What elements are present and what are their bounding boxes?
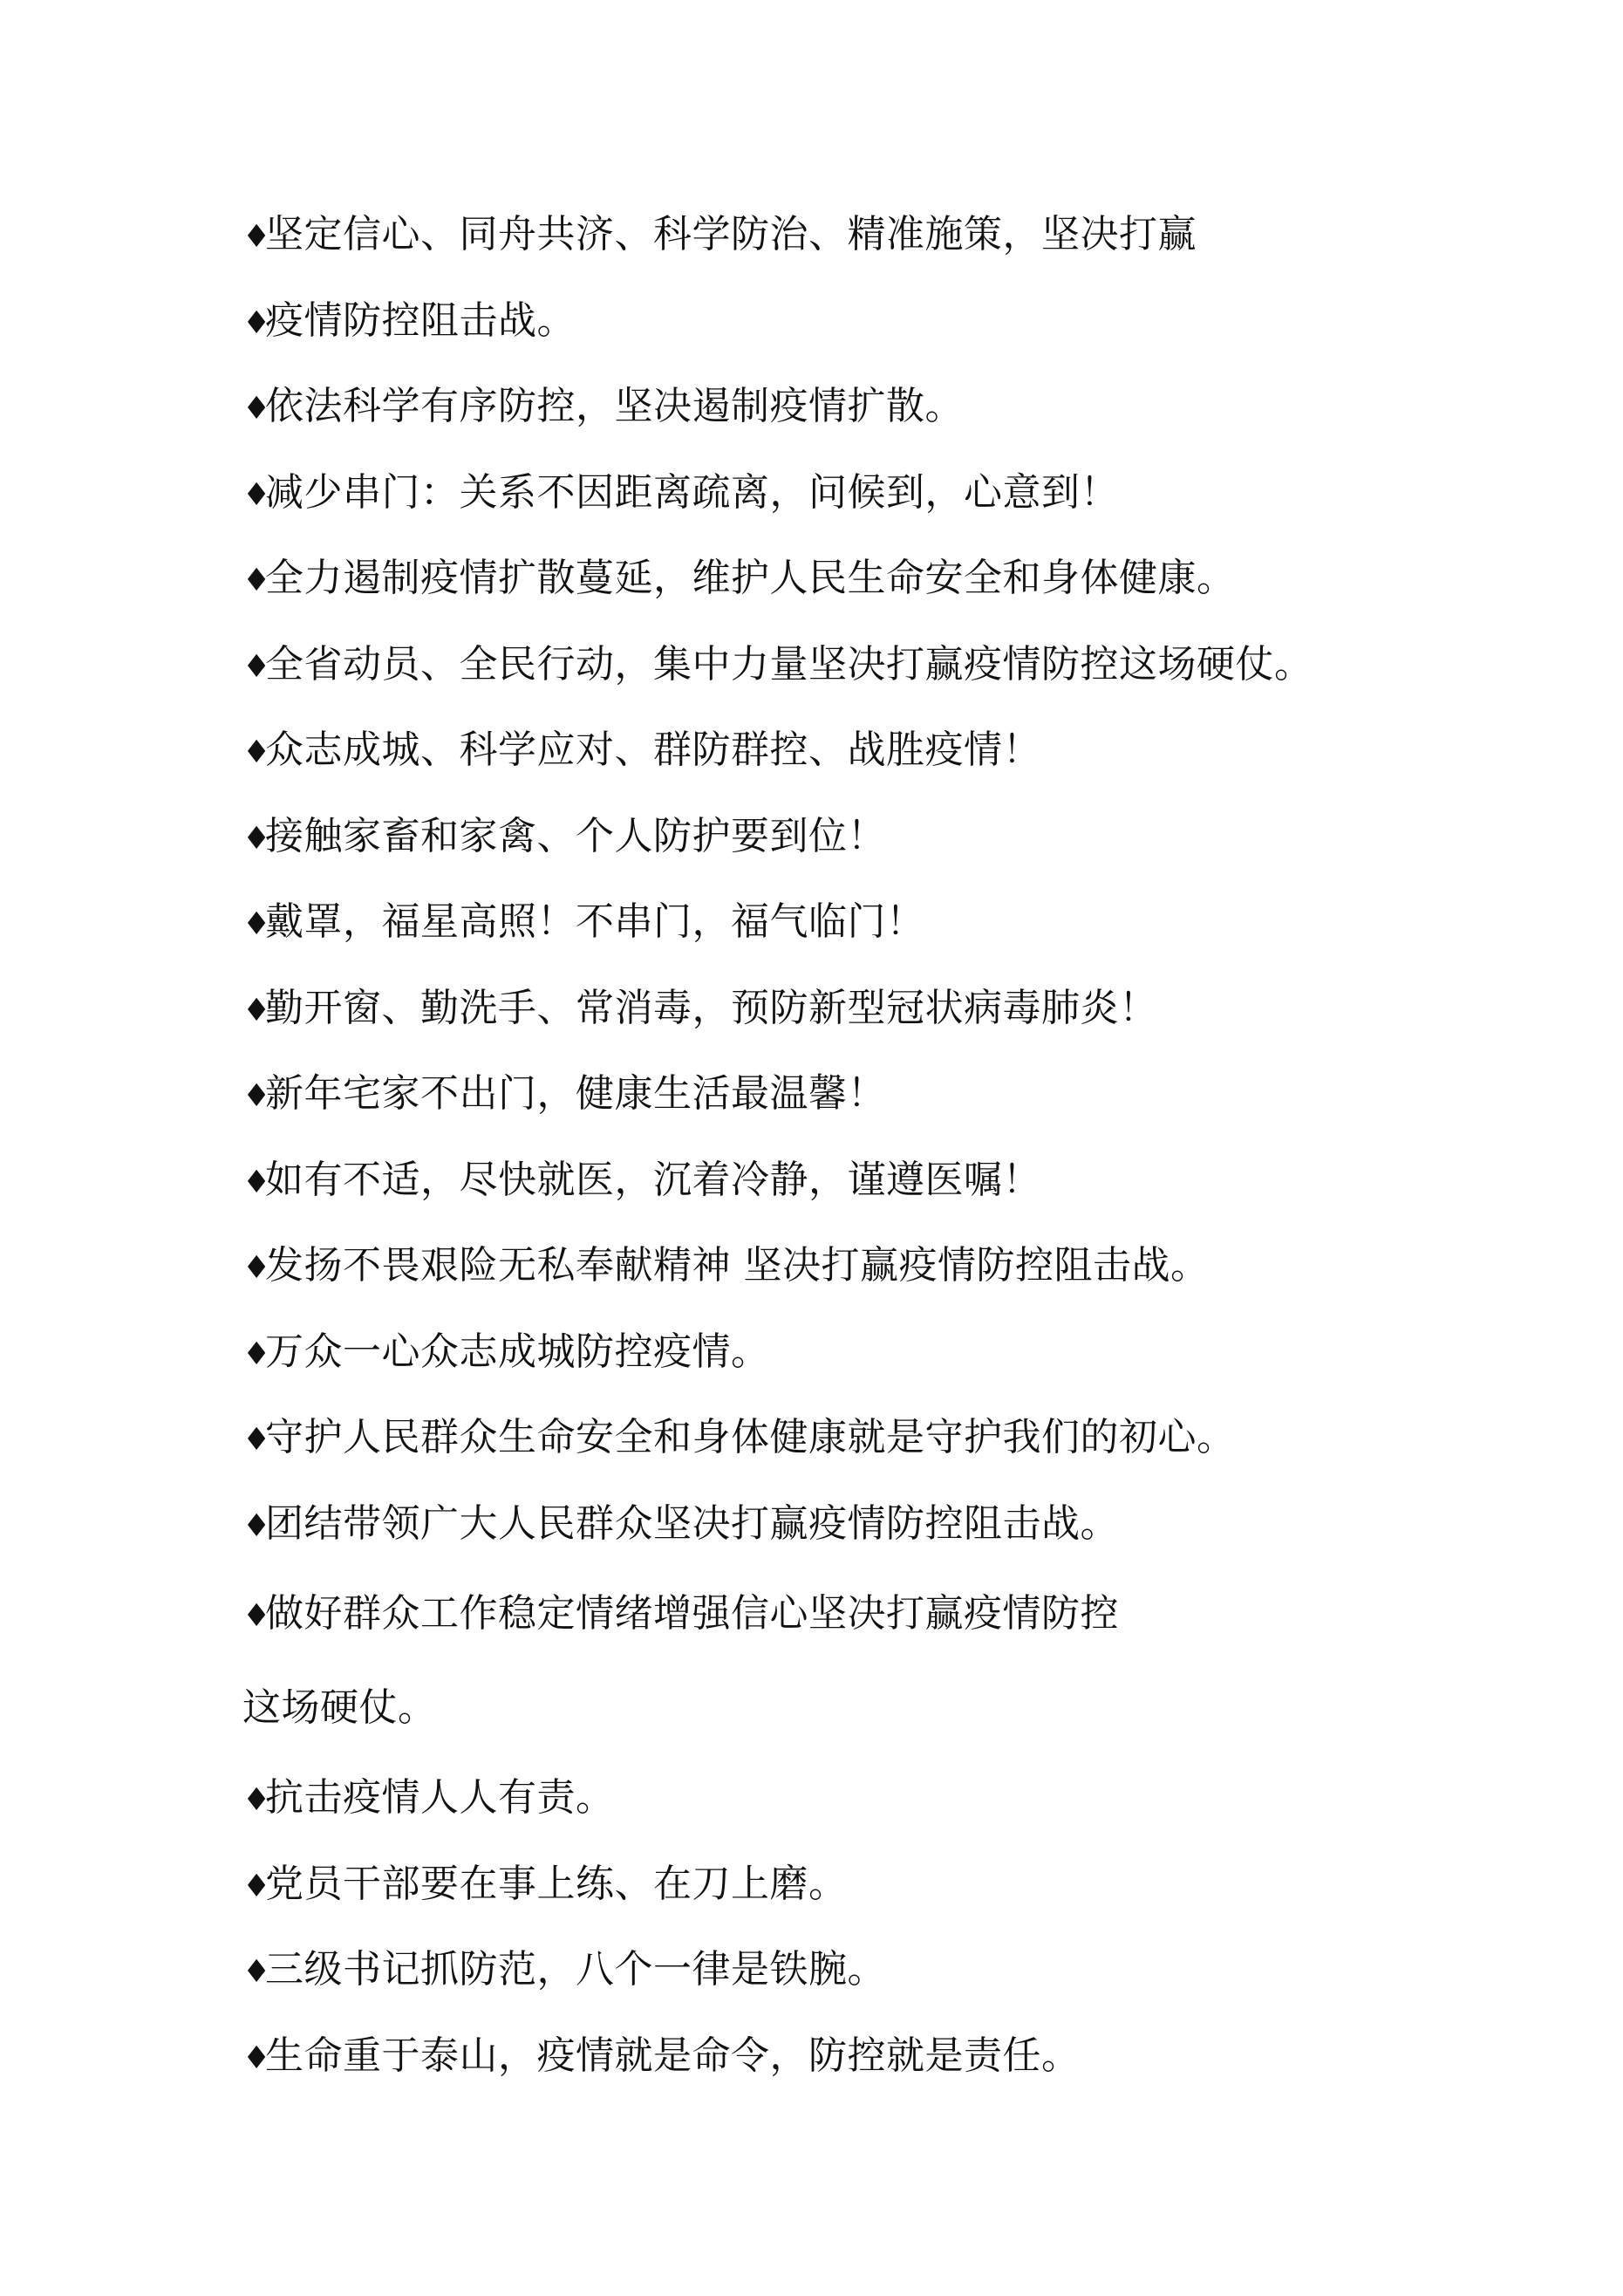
slogan-line bbox=[242, 966, 1463, 1052]
slogan-text: 党员干部要在事上练、在刀上磨。 bbox=[265, 1861, 848, 1906]
diamond-bullet-icon: ♦ bbox=[242, 2040, 271, 2076]
diamond-bullet-icon: ♦ bbox=[242, 906, 271, 942]
slogan-text: 新年宅家不出门，健康生活最温馨！ bbox=[265, 1071, 886, 1116]
slogan-text: 守护人民群众生命安全和身体健康就是守护我们的初心。 bbox=[265, 1415, 1236, 1459]
slogan-text: 三级书记抓防范，八个一律是铁腕。 bbox=[265, 1947, 886, 1992]
slogan-text: 疫情防控阻击战。 bbox=[265, 297, 576, 343]
slogan-text: 接触家畜和家禽、个人防护要到位！ bbox=[265, 813, 886, 858]
slogan-line bbox=[242, 1842, 1463, 1928]
diamond-bullet-icon: ♦ bbox=[242, 391, 271, 427]
slogan-line bbox=[242, 536, 1463, 622]
slogan-list bbox=[242, 192, 1463, 2099]
slogan-text: 抗击疫情人人有责。 bbox=[265, 1775, 615, 1820]
slogan-text: 全省动员、全民行动，集中力量坚决打赢疫情防控这场硬仗。 bbox=[265, 641, 1313, 687]
diamond-bullet-icon: ♦ bbox=[242, 735, 271, 770]
slogan-line bbox=[242, 622, 1463, 708]
slogan-line bbox=[242, 2013, 1463, 2100]
slogan-line bbox=[242, 450, 1463, 536]
slogan-line bbox=[242, 278, 1463, 365]
slogan-text: 戴罩，福星高照！不串门，福气临门！ bbox=[265, 899, 925, 944]
slogan-text: 勤开窗、勤洗手、常消毒，预防新型冠状病毒肺炎！ bbox=[265, 985, 1158, 1030]
slogan-text: 全力遏制疫情扩散蔓延，维护人民生命安全和身体健康。 bbox=[265, 556, 1236, 600]
slogan-line bbox=[242, 794, 1463, 880]
slogan-line bbox=[242, 1755, 1463, 1842]
diamond-bullet-icon: ♦ bbox=[242, 1164, 271, 1200]
diamond-bullet-icon: ♦ bbox=[242, 1250, 271, 1286]
slogan-line bbox=[242, 1051, 1463, 1138]
slogan-text: 团结带领广大人民群众坚决打赢疫情防控阻击战。 bbox=[265, 1500, 1119, 1546]
diamond-bullet-icon: ♦ bbox=[242, 1507, 271, 1544]
slogan-text: 生命重于泰山，疫情就是命令，防控就是责任。 bbox=[265, 2033, 1081, 2078]
diamond-bullet-icon: ♦ bbox=[242, 304, 271, 341]
slogan-line bbox=[242, 707, 1463, 794]
slogan-text: 发扬不畏艰险无私奉献精神 坚决打赢疫情防控阻击战。 bbox=[265, 1243, 1210, 1288]
diamond-bullet-icon: ♦ bbox=[242, 563, 271, 598]
diamond-bullet-icon: ♦ bbox=[242, 1782, 271, 1818]
slogan-text: 做好群众工作稳定情绪增强信心坚决打赢疫情防控 bbox=[265, 1591, 1119, 1636]
diamond-bullet-icon: ♦ bbox=[242, 1954, 271, 1990]
slogan-line bbox=[242, 192, 1463, 278]
diamond-bullet-icon: ♦ bbox=[242, 648, 271, 685]
slogan-text: 如有不适，尽快就医，沉着冷静，谨遵医嘱！ bbox=[265, 1157, 1041, 1202]
slogan-line bbox=[242, 364, 1463, 450]
slogan-line bbox=[242, 1395, 1463, 1481]
slogan-line bbox=[242, 1927, 1463, 2013]
slogan-continuation-line bbox=[242, 1661, 1463, 1755]
slogan-text: 这场硬仗。 bbox=[242, 1685, 437, 1730]
diamond-bullet-icon: ♦ bbox=[242, 1598, 271, 1634]
diamond-bullet-icon: ♦ bbox=[242, 820, 271, 857]
diamond-bullet-icon: ♦ bbox=[242, 1336, 271, 1372]
slogan-line bbox=[242, 1481, 1463, 1568]
slogan-text: 众志成城、科学应对、群防群控、战胜疫情！ bbox=[265, 728, 1041, 772]
diamond-bullet-icon: ♦ bbox=[242, 1078, 271, 1114]
diamond-bullet-icon: ♦ bbox=[242, 219, 271, 255]
slogan-text: 万众一心众志成城防控疫情。 bbox=[265, 1329, 770, 1374]
slogan-line bbox=[242, 1223, 1463, 1309]
diamond-bullet-icon: ♦ bbox=[242, 992, 271, 1028]
slogan-line bbox=[242, 1567, 1463, 1661]
slogan-text: 坚定信心、同舟共济、科学防治、精准施策，坚决打赢 bbox=[265, 212, 1197, 256]
slogan-text: 减少串门：关系不因距离疏离，问候到，心意到！ bbox=[265, 469, 1119, 515]
slogan-line bbox=[242, 879, 1463, 966]
diamond-bullet-icon: ♦ bbox=[242, 1422, 271, 1458]
slogan-line bbox=[242, 1309, 1463, 1396]
slogan-line bbox=[242, 1138, 1463, 1224]
diamond-bullet-icon: ♦ bbox=[242, 476, 271, 513]
diamond-bullet-icon: ♦ bbox=[242, 1868, 271, 1904]
slogan-text: 依法科学有序防控，坚决遏制疫情扩散。 bbox=[265, 384, 964, 428]
